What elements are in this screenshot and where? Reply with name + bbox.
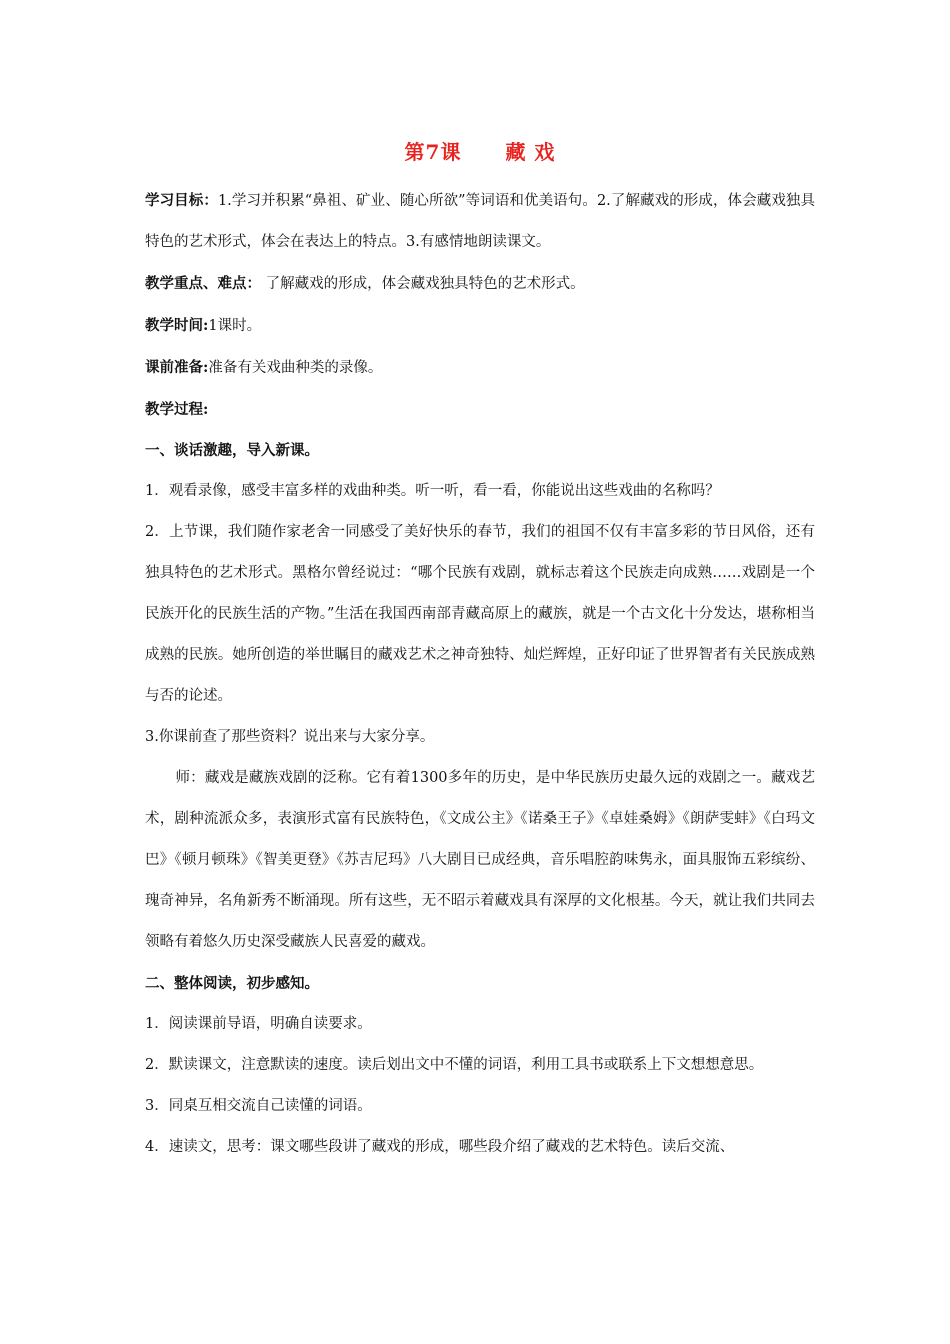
section-two-heading: 二、整体阅读，初步感知。 [145,975,319,992]
section-two-item-1: 1．阅读课前导语，明确自读要求。 [145,1016,372,1032]
time-label: 教学时间: [145,317,209,334]
prep-label: 课前准备: [145,359,209,376]
section-one-item-2: 2．上节课，我们随作家老舍一同感受了美好快乐的春节，我们的祖国不仅有丰富多彩的节日风俗，还有独具特色的艺术形式。黑格尔曾经说过：“哪个民族有戏剧，就标志着这个民族走向成熟……戏剧是一个民族开化的民族生活的产物。”生活在我国西南部青藏高原上的藏族，就是一个古文化十分发达，堪称相当成熟的民族。她所创造的举世瞩目的藏戏艺术之神奇独特、灿烂辉煌，正好印证了世界智者有关民族成熟与否的论述。 [145,524,815,704]
lesson-title [145,132,815,172]
prep-paragraph [145,347,815,389]
lesson-number: 第7课 [404,140,462,164]
section-one-heading: 一、谈话激趣，导入新课。 [145,442,319,459]
teacher-paragraph: 师：藏戏是藏族戏剧的泛称。它有着1300多年的历史，是中华民族历史最久远的戏剧之一。藏戏艺术，剧种流派众多，表演形式富有民族特色，《文成公主》《诺桑王子》《卓娃桑姆》《朗萨雯蚌》《白玛文巴》《顿月顿珠》《智美更登》《苏吉尼玛》八大剧目已成经典，音乐唱腔韵味隽永，面具服饰五彩缤纷、瑰奇神异，名角新秀不断涌现。所有这些，无不昭示着藏戏具有深厚的文化根基。今天，就让我们共同去领略有着悠久历史深受藏族人民喜爱的藏戏。 [145,770,815,950]
section-two-item-4: 4．速读文，思考：课文哪些段讲了藏戏的形成，哪些段介绍了藏戏的艺术特色。读后交流、 [145,1139,735,1155]
prep-text: 准备有关戏曲种类的录像。 [208,360,383,376]
goals-text: 1.学习并积累“鼻祖、矿业、随心所欲”等词语和优美语句。2.了解藏戏的形成，体会藏戏独具特色的艺术形式，体会在表达上的特点。3.有感情地朗读课文。 [145,193,815,250]
section-two-item-2: 2．默读课文，注意默读的速度。读后划出文中不懂的词语，利用工具书或联系上下文想想意思。 [145,1057,764,1073]
goals-label: 学习目标： [145,192,218,209]
focus-paragraph [145,263,815,305]
focus-label: 教学重点、难点： [145,275,261,292]
section-one-item-1: 1．观看录像，感受丰富多样的戏曲种类。听一听，看一看，你能说出这些戏曲的名称吗？ [145,483,720,499]
goals-paragraph [145,180,815,263]
time-paragraph [145,305,815,347]
lesson-name: 藏 戏 [505,140,556,164]
focus-text: 了解藏戏的形成，体会藏戏独具特色的艺术形式。 [265,276,585,292]
section-one-item-3: 3.你课前查了那些资料？说出来与大家分享。 [145,729,435,745]
time-text: 1课时。 [208,318,262,334]
document-page [145,132,815,1168]
process-label: 教学过程: [145,401,209,418]
section-two-item-3: 3．同桌互相交流自己读懂的词语。 [145,1098,372,1114]
